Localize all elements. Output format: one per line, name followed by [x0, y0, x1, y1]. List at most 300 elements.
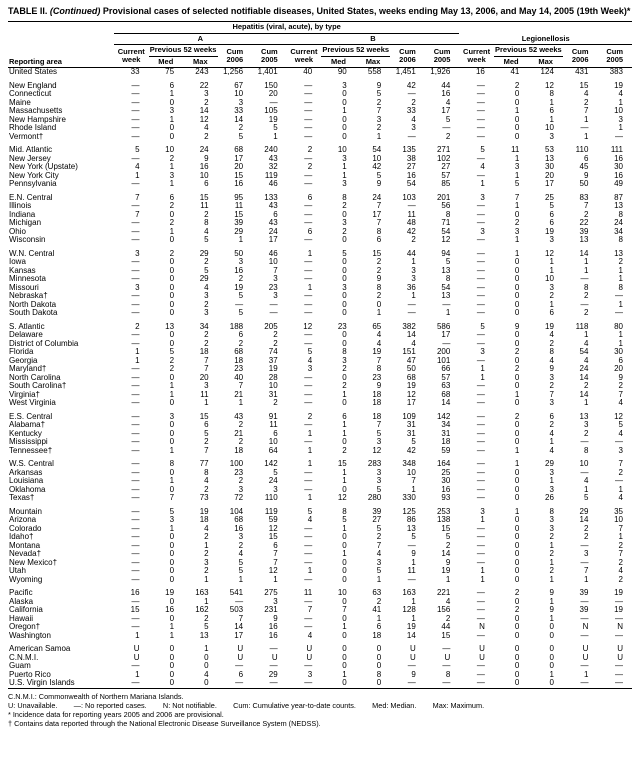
value-cell: 5 [411, 533, 416, 541]
value-cell: 3 [273, 485, 278, 494]
reporting-area-cell: Florida [9, 348, 34, 356]
value-cell: 1 [618, 331, 623, 339]
value-cell: — [407, 679, 416, 687]
value-cell: 1 [204, 575, 209, 584]
value-cell: 2 [307, 412, 313, 421]
value-cell: 0 [169, 373, 175, 382]
value-cell: — [615, 438, 623, 446]
value-cell: 29 [234, 227, 244, 236]
value-cell: — [304, 180, 313, 188]
value-cell: 3 [583, 421, 589, 429]
value-cell: 231 [264, 606, 278, 614]
value-cell: — [442, 124, 451, 132]
value-cell: — [235, 300, 244, 309]
value-cell: 6 [549, 210, 554, 219]
value-cell: — [131, 132, 140, 141]
value-cell: 5 [445, 258, 451, 266]
value-cell: 8 [549, 507, 554, 516]
value-cell: 91 [268, 412, 278, 421]
value-cell: — [304, 679, 313, 687]
current-week-header-leg: Current week [463, 46, 491, 64]
value-cell: 8 [342, 507, 347, 516]
table-row [8, 228, 632, 237]
value-cell: — [476, 631, 485, 640]
value-cell: 0 [549, 645, 554, 653]
value-cell: 2 [618, 468, 623, 477]
value-cell: 6 [204, 421, 209, 429]
value-cell: — [304, 275, 313, 283]
value-cell: 1 [307, 429, 313, 438]
reporting-area-cell: Arkansas [9, 468, 43, 477]
value-cell: 19 [441, 567, 451, 575]
value-cell: 2 [514, 365, 520, 373]
value-cell: 27 [372, 516, 382, 524]
value-cell: 2 [549, 421, 554, 429]
value-cell: 3 [376, 115, 382, 124]
value-cell: 11 [269, 421, 278, 429]
value-cell: 1 [549, 575, 554, 584]
value-cell: 9 [376, 275, 382, 283]
value-cell: 4 [204, 477, 209, 485]
value-cell: — [580, 438, 589, 446]
value-cell: 90 [337, 67, 347, 76]
value-cell: — [304, 132, 313, 141]
value-cell: — [476, 477, 485, 485]
value-cell: 4 [583, 90, 589, 98]
value-cell: 15 [130, 606, 140, 614]
value-cell: 6 [376, 236, 382, 244]
value-cell: 4 [618, 90, 623, 98]
value-cell: 5 [273, 124, 278, 132]
value-cell: 7 [204, 446, 209, 455]
value-cell: 9 [376, 382, 382, 390]
table-row [8, 460, 632, 469]
table-row [8, 116, 632, 125]
table-row [8, 331, 632, 340]
value-cell: 5 [342, 249, 347, 258]
value-cell: 0 [169, 236, 175, 244]
value-cell: 31 [268, 390, 278, 399]
value-cell: 13 [406, 524, 416, 533]
value-cell: 3 [618, 446, 623, 455]
value-cell: 1 [411, 258, 416, 266]
value-cell: 0 [514, 623, 520, 631]
reporting-area-cell: Oklahoma [9, 485, 46, 494]
previous-52-weeks-header-b: Previous 52 weeks [322, 45, 390, 54]
value-cell: 3 [238, 98, 244, 107]
value-cell: 0 [514, 631, 520, 640]
value-cell: 2 [342, 202, 347, 210]
cum-2005-header-a: Cum 2005 [261, 46, 278, 64]
value-cell: 16 [234, 180, 244, 188]
value-cell: — [131, 309, 140, 317]
value-cell: 8 [376, 670, 382, 679]
value-cell: 50 [579, 180, 589, 188]
value-cell: 35 [614, 507, 623, 516]
value-cell: 15 [441, 631, 451, 640]
value-cell: 46 [268, 180, 278, 188]
value-cell: 23 [268, 283, 278, 292]
value-cell: 0 [514, 124, 520, 132]
value-cell: 19 [165, 589, 175, 597]
value-cell: 7 [273, 266, 278, 275]
value-cell: — [476, 90, 485, 98]
table-row [8, 267, 632, 276]
footnotes [8, 692, 632, 728]
value-cell: 1,926 [430, 67, 451, 76]
value-cell: — [131, 614, 140, 623]
value-cell: 4 [307, 356, 313, 365]
value-cell: 4 [238, 550, 244, 558]
value-cell: 0 [514, 575, 520, 584]
value-cell: 5 [376, 90, 382, 98]
value-cell: 1 [273, 575, 278, 584]
value-cell: 503 [229, 606, 244, 614]
value-cell: 1,401 [257, 67, 278, 76]
value-cell: — [269, 662, 278, 670]
value-cell: 0 [342, 309, 347, 317]
previous-52-weeks-header-a: Previous 52 weeks [149, 45, 217, 54]
value-cell: — [442, 662, 451, 670]
value-cell: 15 [234, 171, 244, 180]
value-cell: — [615, 597, 623, 606]
value-cell: 10 [372, 154, 382, 163]
reporting-area-cell: Nevada† [9, 550, 42, 558]
value-cell: 5 [238, 132, 244, 141]
value-cell: 19 [234, 283, 244, 292]
value-cell: 1 [307, 567, 313, 575]
value-cell: 431 [575, 67, 589, 76]
value-cell: 330 [402, 494, 416, 502]
value-cell: 2 [514, 606, 520, 614]
value-cell: — [304, 292, 313, 300]
value-cell: 10 [579, 460, 589, 468]
value-cell: 2 [342, 446, 347, 455]
reporting-area-cell: South Carolina† [9, 382, 67, 390]
value-cell: 24 [268, 477, 278, 485]
value-cell: 128 [402, 606, 416, 614]
value-cell: 2 [514, 81, 520, 90]
value-cell: 3 [480, 348, 485, 356]
value-cell: 8 [618, 283, 623, 292]
value-cell: 94 [441, 249, 451, 258]
value-cell: 1 [169, 631, 175, 640]
value-cell: — [131, 516, 140, 524]
value-cell: 2 [583, 210, 589, 219]
reporting-area-cell: Rhode Island [9, 124, 57, 132]
value-cell: 0 [169, 614, 175, 623]
value-cell: 4 [376, 339, 382, 348]
value-cell: 77 [199, 460, 209, 468]
value-cell: 0 [169, 421, 175, 429]
table-row [8, 391, 632, 400]
value-cell: — [304, 524, 313, 533]
value-cell: 0 [342, 533, 347, 541]
value-cell: 1 [480, 373, 485, 382]
value-cell: 0 [342, 438, 347, 446]
value-cell: 0 [342, 645, 347, 653]
value-cell: 1 [169, 446, 175, 455]
value-cell: — [304, 485, 313, 494]
value-cell: 1 [549, 670, 554, 679]
table-row [8, 645, 632, 654]
value-cell: 2 [204, 567, 209, 575]
value-cell: 1 [583, 331, 589, 339]
value-cell: 9 [514, 322, 520, 331]
value-cell: 1 [376, 614, 382, 623]
value-cell: 1 [169, 115, 175, 124]
value-cell: 2 [618, 541, 623, 550]
value-cell: 6 [307, 193, 313, 202]
value-cell: — [476, 115, 485, 124]
reporting-area-cell: New England [9, 81, 57, 90]
value-cell: 63 [441, 382, 451, 390]
value-cell: 0 [342, 266, 347, 275]
value-cell: — [131, 365, 140, 373]
value-cell: 2 [376, 98, 382, 107]
value-cell: — [304, 468, 313, 477]
value-cell: 0 [514, 382, 520, 390]
value-cell: 5 [238, 567, 244, 575]
value-cell: 2 [583, 429, 589, 438]
value-cell: 4 [376, 550, 382, 558]
value-cell: 7 [411, 477, 416, 485]
value-cell: 0 [169, 309, 175, 317]
value-cell: 23 [234, 468, 244, 477]
value-cell: 1 [342, 163, 347, 171]
value-cell: — [131, 180, 140, 188]
reporting-area-cell: Idaho† [9, 533, 34, 541]
value-cell: 5 [204, 266, 209, 275]
value-cell: 2 [618, 258, 623, 266]
value-cell: — [131, 90, 140, 98]
value-cell: 48 [406, 219, 416, 227]
value-cell: — [476, 309, 485, 317]
value-cell: 2 [549, 533, 554, 541]
value-cell: — [476, 438, 485, 446]
value-cell: 12 [441, 236, 451, 244]
value-cell: 22 [579, 219, 589, 227]
value-cell: 3 [342, 154, 347, 163]
value-cell: 0 [169, 662, 175, 670]
value-cell: 3 [342, 356, 347, 365]
value-cell: — [615, 631, 623, 640]
value-cell: 16 [268, 623, 278, 631]
value-cell: 125 [402, 507, 416, 516]
value-cell: 0 [514, 429, 520, 438]
value-cell: 20 [234, 163, 244, 171]
value-cell: 1 [549, 258, 554, 266]
table-title [8, 6, 632, 17]
value-cell: — [580, 541, 589, 550]
value-cell: — [304, 115, 313, 124]
value-cell: U [133, 653, 140, 662]
value-cell: 10 [614, 107, 623, 115]
value-cell: 19 [614, 589, 623, 597]
value-cell: 17 [268, 236, 278, 244]
value-cell: 47 [406, 356, 416, 365]
value-cell: 111 [610, 146, 623, 154]
value-cell: 7 [583, 202, 589, 210]
value-cell: 38 [406, 154, 416, 163]
value-cell: 17 [234, 154, 244, 163]
reporting-area-cell: West Virginia [9, 399, 56, 407]
table-row [8, 516, 632, 525]
value-cell: 0 [342, 339, 347, 348]
value-cell: 73 [199, 494, 209, 502]
value-cell: 9 [376, 180, 382, 188]
value-cell: 3 [583, 550, 589, 558]
value-cell: — [476, 98, 485, 107]
value-cell: 5 [135, 146, 140, 154]
value-cell: — [131, 507, 140, 516]
value-cell: 3 [307, 365, 313, 373]
value-cell: 10 [165, 146, 175, 154]
value-cell: 11 [303, 589, 313, 597]
value-cell: — [580, 275, 589, 283]
value-cell: — [269, 98, 278, 107]
value-cell: — [442, 645, 451, 653]
cum-2006-header-leg: Cum 2006 [571, 46, 589, 64]
reporting-area-cell: United States [9, 67, 58, 76]
value-cell: 6 [342, 412, 347, 421]
value-cell: 2 [583, 98, 589, 107]
value-cell: — [304, 533, 313, 541]
value-cell: 43 [234, 412, 244, 421]
value-cell: 7 [376, 421, 382, 429]
table-row [8, 202, 632, 211]
value-cell: 1 [307, 460, 313, 468]
value-cell: 68 [234, 348, 244, 356]
value-cell: 2 [238, 339, 244, 348]
value-cell: 0 [514, 90, 520, 98]
value-cell: — [407, 132, 416, 141]
value-cell: 1 [618, 339, 623, 348]
value-cell: 1,451 [395, 67, 416, 76]
value-cell: — [476, 614, 485, 623]
value-cell: 5 [618, 421, 623, 429]
value-cell: 3 [204, 382, 209, 390]
value-cell: — [476, 670, 485, 679]
value-cell: 142 [264, 460, 278, 468]
value-cell: 0 [342, 373, 347, 382]
value-cell: 7 [618, 524, 623, 533]
value-cell: — [442, 339, 451, 348]
value-cell: 7 [618, 550, 623, 558]
value-cell: 0 [342, 597, 347, 606]
value-cell: 0 [169, 550, 175, 558]
value-cell: 0 [514, 373, 520, 382]
value-cell: 8 [342, 193, 347, 202]
table-row [8, 99, 632, 108]
value-cell: 2 [411, 98, 416, 107]
value-cell: 16 [130, 589, 140, 597]
value-cell: 15 [199, 412, 209, 421]
value-cell: 10 [545, 275, 554, 283]
value-cell: 1 [549, 614, 554, 623]
value-cell: — [131, 227, 140, 236]
value-cell: 0 [169, 670, 175, 679]
value-cell: 5 [169, 348, 175, 356]
value-cell: 0 [169, 124, 175, 132]
value-cell: 0 [342, 653, 347, 662]
table-row [8, 438, 632, 447]
value-cell: 25 [545, 193, 554, 202]
value-cell: 54 [441, 227, 451, 236]
value-cell: 10 [268, 382, 278, 390]
reporting-area-cell: Montana [9, 541, 41, 550]
reporting-area-cell: W.N. Central [9, 249, 55, 258]
value-cell: — [304, 300, 313, 309]
value-cell: 1 [549, 477, 554, 485]
value-cell: — [131, 300, 140, 309]
value-cell: 1 [204, 597, 209, 606]
reporting-area-cell: E.N. Central [9, 193, 53, 202]
value-cell: 2 [376, 124, 382, 132]
previous-52-weeks-header-leg: Previous 52 weeks [495, 45, 562, 54]
value-cell: 1 [445, 575, 451, 584]
value-cell: 0 [169, 597, 175, 606]
value-cell: 16 [268, 631, 278, 640]
value-cell: — [476, 382, 485, 390]
value-cell: — [131, 533, 140, 541]
value-cell: 18 [199, 348, 209, 356]
reporting-area-cell: Colorado [9, 524, 42, 533]
value-cell: 3 [549, 236, 554, 244]
value-cell: 0 [169, 653, 175, 662]
value-cell: 0 [514, 567, 520, 575]
value-cell: 29 [199, 275, 209, 283]
reporting-area-cell: C.N.M.I. [9, 653, 39, 662]
reporting-area-cell: Alaska [9, 597, 34, 606]
value-cell: 39 [234, 219, 244, 227]
value-cell: 2 [169, 249, 175, 258]
value-cell: 0 [169, 98, 175, 107]
value-cell: 16 [475, 67, 485, 76]
value-cell: 1 [169, 477, 175, 485]
value-cell: 6 [238, 331, 244, 339]
value-cell: 59 [268, 516, 278, 524]
value-cell: 7 [273, 558, 278, 567]
value-cell: — [476, 550, 485, 558]
value-cell: 7 [583, 107, 589, 115]
value-cell: 8 [376, 283, 382, 292]
value-cell: — [131, 662, 140, 670]
value-cell: 2 [238, 541, 244, 550]
value-cell: 86 [406, 516, 416, 524]
value-cell: 31 [406, 429, 416, 438]
value-cell: 0 [169, 292, 175, 300]
value-cell: 24 [579, 365, 589, 373]
value-cell: 53 [545, 146, 554, 154]
value-cell: 7 [238, 382, 244, 390]
max-header-b: Max [365, 56, 381, 66]
table-row [8, 413, 632, 422]
med-header-a: Med [158, 56, 174, 66]
reporting-area-cell: Nebraska† [9, 292, 48, 300]
value-cell: 1 [135, 631, 140, 640]
value-cell: 3 [273, 292, 278, 300]
value-cell: 188 [229, 322, 244, 331]
value-cell: 240 [264, 146, 278, 154]
value-cell: 15 [441, 524, 451, 533]
reporting-area-cell: Minnesota [9, 275, 46, 283]
value-cell: 2 [204, 210, 209, 219]
table-row [8, 292, 632, 301]
value-cell: 39 [579, 227, 589, 236]
value-cell: 1 [445, 309, 451, 317]
value-cell: 3 [514, 163, 520, 171]
